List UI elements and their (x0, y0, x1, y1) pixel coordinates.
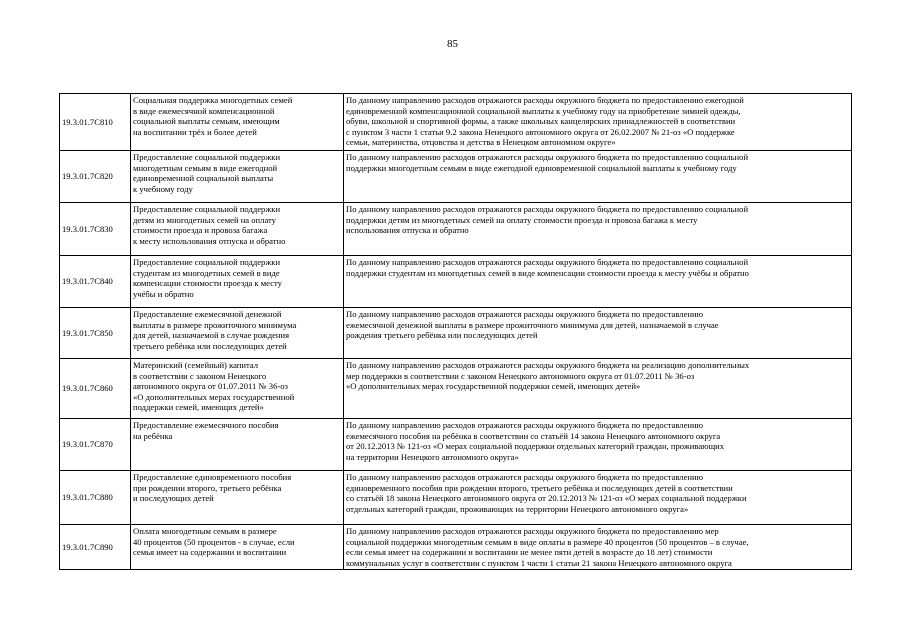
expense-name-line: 40 процентов (50 процентов - в случае, если (133, 536, 295, 547)
expense-description-line: социальной поддержки многодетным семьям в виде оплаты в размере 40 процентов (50 процентов – в случае, (346, 536, 749, 547)
budget-classification-table (59, 93, 852, 570)
expense-description-line: единовременного пособия при рождении второго, третьего ребёнка и последующих детей в соответствии (346, 482, 733, 493)
expense-name-line: Социальная поддержка многодетных семей (133, 95, 293, 105)
expense-name-line: Предоставление ежемесячного пособия (133, 420, 279, 430)
expense-name-cell (131, 419, 344, 471)
expense-description-line: поддержки студентам из многодетных семей в виде компенсации стоимости проезда к месту учёбы и обратно (346, 267, 749, 278)
budget-code-cell: 19.3.01.7С820 (60, 151, 131, 203)
expense-description-cell (344, 308, 852, 359)
expense-description-line: если семья имеет на содержании и воспитании не менее пяти детей в возрасте до 18 лет) стоимости (346, 547, 713, 557)
expense-name-line: учёбы и обратно (133, 288, 194, 299)
expense-description-line: По данному направлению расходов отражаются расходы окружного бюджета на реализацию дополнительных (346, 360, 750, 370)
table-row (60, 256, 852, 308)
expense-name-line: в соответствии с законом Ненецкого (133, 370, 267, 381)
expense-description-line: единовременной компенсационной социальной выплаты к учебному году на приобретение зимней одежды, (346, 105, 741, 116)
expense-description-line: ежемесячного пособия на ребёнка в соответствии со статьёй 14 закона Ненецкого автономного округа (346, 430, 721, 441)
expense-description-line: По данному направлению расходов отражаются расходы окружного бюджета по предоставлению социальной (346, 152, 749, 162)
budget-code-cell: 19.3.01.7С810 (60, 94, 131, 151)
expense-name-cell (131, 525, 344, 570)
expense-name-line: для детей, назначаемой в случае рождения (133, 330, 290, 340)
expense-description-cell (344, 151, 852, 203)
page-number: 85 (447, 38, 458, 50)
expense-name-cell (131, 256, 344, 308)
expense-description-line: По данному направлению расходов отражаются расходы окружного бюджета по предоставлению мер (346, 526, 719, 536)
expense-description-cell (344, 419, 852, 471)
expense-name-line: социальной выплаты семьям, имеющим (133, 116, 280, 126)
expense-name-line: к месту использования отпуска и обратно (133, 235, 286, 246)
expense-name-cell (131, 151, 344, 203)
expense-name-line: компенсации стоимости проезда к месту (133, 278, 282, 288)
expense-name-line: студентам из многодетных семей в виде (133, 267, 280, 278)
expense-name-line: стоимости проезда и провоза багажа (133, 225, 268, 235)
expense-description-line: По данному направлению расходов отражаются расходы окружного бюджета по предоставлению (346, 309, 703, 319)
expense-description-line: рождения третьего ребёнка или последующих детей (346, 330, 538, 340)
table-row (60, 525, 852, 570)
expense-name-line: единовременной социальной выплаты (133, 173, 274, 183)
expense-name-line: поддержки семей, имеющих детей» (133, 402, 264, 412)
table-row (60, 308, 852, 359)
expense-description-line: от 20.12.2013 № 121-оз «О мерах социальной поддержки отдельных категорий граждан, проживающих (346, 441, 725, 451)
expense-description-cell (344, 471, 852, 525)
budget-code-cell: 19.3.01.7С870 (60, 419, 131, 471)
budget-code-cell: 19.3.01.7С860 (60, 359, 131, 419)
expense-name-line: выплаты в размере прожиточного минимума (133, 319, 297, 330)
table-row (60, 359, 852, 419)
expense-name-line: Предоставление социальной поддержки (133, 257, 281, 267)
expense-name-line: Оплата многодетным семьям в размере (133, 526, 277, 536)
expense-name-line: и последующих детей (133, 493, 214, 503)
budget-code-cell: 19.3.01.7С850 (60, 308, 131, 359)
budget-code-cell: 19.3.01.7С890 (60, 525, 131, 570)
expense-description-line: мер поддержки в соответствии с законом Ненецкого автономного округа от 01.07.2011 № 36-оз (346, 370, 695, 381)
expense-name-line: многодетным семьям в виде ежегодной (133, 162, 278, 173)
table-row (60, 203, 852, 256)
expense-name-line: третьего ребёнка или последующих детей (133, 340, 287, 351)
expense-name-cell (131, 308, 344, 359)
expense-name-line: Предоставление ежемесячной денежной (133, 309, 282, 319)
expense-description-cell (344, 94, 852, 151)
expense-description-line: с пунктом 3 части 1 статьи 9.2 закона Ненецкого автономного округа от 26.02.2007 № 21-оз «О поддержке (346, 126, 735, 137)
budget-code-cell: 19.3.01.7С830 (60, 203, 131, 256)
table-body (60, 94, 852, 570)
expense-description-line: По данному направлению расходов отражаются расходы окружного бюджета по предоставлению (346, 420, 703, 430)
table-row (60, 151, 852, 203)
expense-description-line: По данному направлению расходов отражаются расходы окружного бюджета по предоставлению социальной (346, 257, 749, 267)
expense-name-cell (131, 359, 344, 419)
expense-name-line: Предоставление социальной поддержки (133, 204, 281, 214)
expense-description-line: со статьёй 18 закона Ненецкого автономного округа от 20.12.2013 № 121-оз «О мерах социальной поддержки (346, 493, 747, 503)
expense-description-line: ежемесячной денежной выплаты в размере прожиточного минимума для детей, назначаемой в случае (346, 319, 719, 330)
expense-name-line: при рождении второго, третьего ребёнка (133, 482, 282, 493)
expense-name-line: Предоставление единовременного пособия (133, 472, 292, 482)
expense-name-line: «О дополнительных мерах государственной (133, 391, 295, 402)
expense-name-line: автономного округа от 01.07.2011 № 36-оз (133, 381, 288, 391)
expense-description-line: на территории Ненецкого автономного округа» (346, 451, 519, 462)
expense-description-line: «О дополнительных мерах государственной поддержки семей, имеющих детей» (346, 381, 641, 391)
expense-name-line: на воспитании трёх и более детей (133, 126, 257, 137)
expense-description-cell (344, 256, 852, 308)
expense-description-line: поддержки многодетным семьям в виде ежегодной единовременной социальной выплаты к учебному году (346, 162, 737, 173)
expense-description-line: коммунальных услуг в соответствии с пунктом 1 части 1 статьи 21 закона Ненецкого автономного округа (346, 557, 732, 568)
expense-name-line: Предоставление социальной поддержки (133, 152, 281, 162)
table-row (60, 419, 852, 471)
expense-description-line: По данному направлению расходов отражаются расходы окружного бюджета по предоставлению ежегодной (346, 95, 744, 105)
expense-description-line: По данному направлению расходов отражаются расходы окружного бюджета по предоставлению (346, 472, 703, 482)
expense-name-line: семья имеет на содержании и воспитании (133, 547, 287, 557)
expense-name-cell (131, 94, 344, 151)
expense-name-line: к учебному году (133, 183, 193, 194)
expense-description-cell (344, 359, 852, 419)
budget-code-cell: 19.3.01.7С840 (60, 256, 131, 308)
expense-description-line: использования отпуска и обратно (346, 225, 469, 235)
expense-description-line: поддержки детям из многодетных семей на оплату стоимости проезда и провоза багажа к месту (346, 214, 698, 225)
budget-code-cell: 19.3.01.7С880 (60, 471, 131, 525)
expense-name-cell (131, 471, 344, 525)
expense-description-line: обуви, школьной и спортивной формы, а также школьных канцелярских принадлежностей в соответствии (346, 116, 736, 126)
expense-name-line: в виде ежемесячной компенсационной (133, 105, 275, 116)
expense-name-line: Материнский (семейный) капитал (133, 360, 259, 370)
expense-description-cell (344, 203, 852, 256)
expense-description-cell (344, 525, 852, 570)
table-row (60, 94, 852, 151)
expense-name-line: детям из многодетных семей на оплату (133, 214, 276, 225)
expense-description-line: По данному направлению расходов отражаются расходы окружного бюджета по предоставлению социальной (346, 204, 749, 214)
expense-description-line: отдельных категорий граждан, проживающих на территории Ненецкого автономного округа» (346, 503, 689, 514)
table-row (60, 471, 852, 525)
expense-description-line: семьи, материнства, отцовства и детства в Ненецком автономном округе» (346, 137, 616, 147)
expense-name-cell (131, 203, 344, 256)
expense-name-line: на ребёнка (133, 430, 173, 441)
